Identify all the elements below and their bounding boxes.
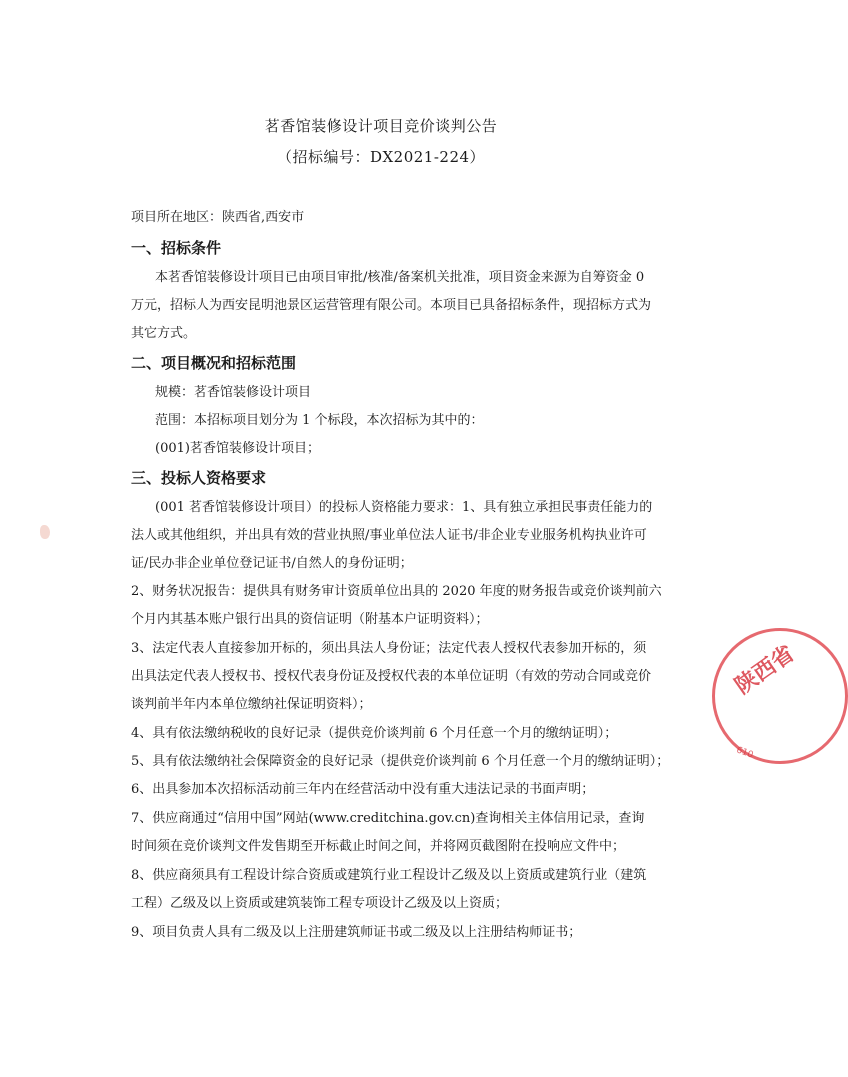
section-2-line: 范围：本招标项目划分为 1 个标段，本次招标为其中的： (155, 413, 484, 428)
section-1-line: 万元，招标人为西安昆明池景区运营管理有限公司。本项目已具备招标条件，现招标方式为 (131, 298, 652, 313)
section-3-line: 7、供应商通过“信用中国”网站(www.creditchina.gov.cn)查询相关主体信用记录，查询 (131, 811, 645, 826)
paper-smudge (40, 525, 50, 539)
section-3-line: 个月内其基本账户银行出具的资信证明（附基本户证明资料）； (131, 612, 489, 627)
project-location: 项目所在地区：陕西省,西安市 (131, 210, 305, 225)
section-3-line: 2、财务状况报告：提供具有财务审计资质单位出具的 2020 年度的财务报告或竞价谈判前六 (131, 584, 662, 599)
section-3-line: 4、具有依法缴纳税收的良好记录（提供竞价谈判前 6 个月任意一个月的缴纳证明）； (131, 726, 618, 741)
section-3-line: 3、法定代表人直接参加开标的，须出具法人身份证；法定代表人授权代表参加开标的，须 (131, 641, 647, 656)
section-1-line: 本茗香馆装修设计项目已由项目审批/核准/备案机关批准，项目资金来源为自筹资金 0 (155, 270, 645, 285)
section-3-line: 证/民办非企业单位登记证书/自然人的身份证明； (131, 556, 413, 571)
section-3-line: 法人或其他组织，并出具有效的营业执照/事业单位法人证书/非企业专业服务机构执业许可 (131, 528, 647, 543)
bid-number: （招标编号：DX2021-224） (276, 148, 486, 166)
section-1-line: 其它方式。 (131, 326, 197, 341)
section-3-line: 6、出具参加本次招标活动前三年内在经营活动中没有重大违法记录的书面声明； (131, 782, 595, 797)
section-2-line: (001)茗香馆装修设计项目； (155, 441, 320, 456)
section-3-line: 时间须在竞价谈判文件发售期至开标截止时间之间，并将网页截图附在投响应文件中； (131, 839, 626, 854)
section-3-line: 工程）乙级及以上资质或建筑装饰工程专项设计乙级及以上资质； (131, 896, 509, 911)
document-title: 茗香馆装修设计项目竞价谈判公告 (264, 117, 498, 135)
section-2-heading: 二、项目概况和招标范围 (131, 354, 297, 372)
section-3-line: 9、项目负责人具有二级及以上注册建筑师证书或二级及以上注册结构师证书； (131, 925, 582, 940)
section-3-line: (001 茗香馆装修设计项目）的投标人资格能力要求：1、具有独立承担民事责任能力的 (155, 500, 653, 515)
section-3-line: 出具法定代表人授权书、授权代表身份证及授权代表的本单位证明（有效的劳动合同或竞价 (131, 669, 652, 684)
seal-text: 陕西省 (730, 641, 800, 700)
section-3-line: 5、具有依法缴纳社会保障资金的良好记录（提供竞价谈判前 6 个月任意一个月的缴纳证明）； (131, 754, 670, 769)
seal-number: 610 (734, 745, 755, 761)
section-3-line: 谈判前半年内本单位缴纳社保证明资料）； (131, 697, 372, 712)
section-1-heading: 一、招标条件 (131, 239, 222, 257)
section-3-line: 8、供应商须具有工程设计综合资质或建筑行业工程设计乙级及以上资质或建筑行业（建筑 (131, 868, 647, 883)
section-2-line: 规模：茗香馆装修设计项目 (155, 385, 312, 400)
section-3-heading: 三、投标人资格要求 (131, 469, 267, 487)
